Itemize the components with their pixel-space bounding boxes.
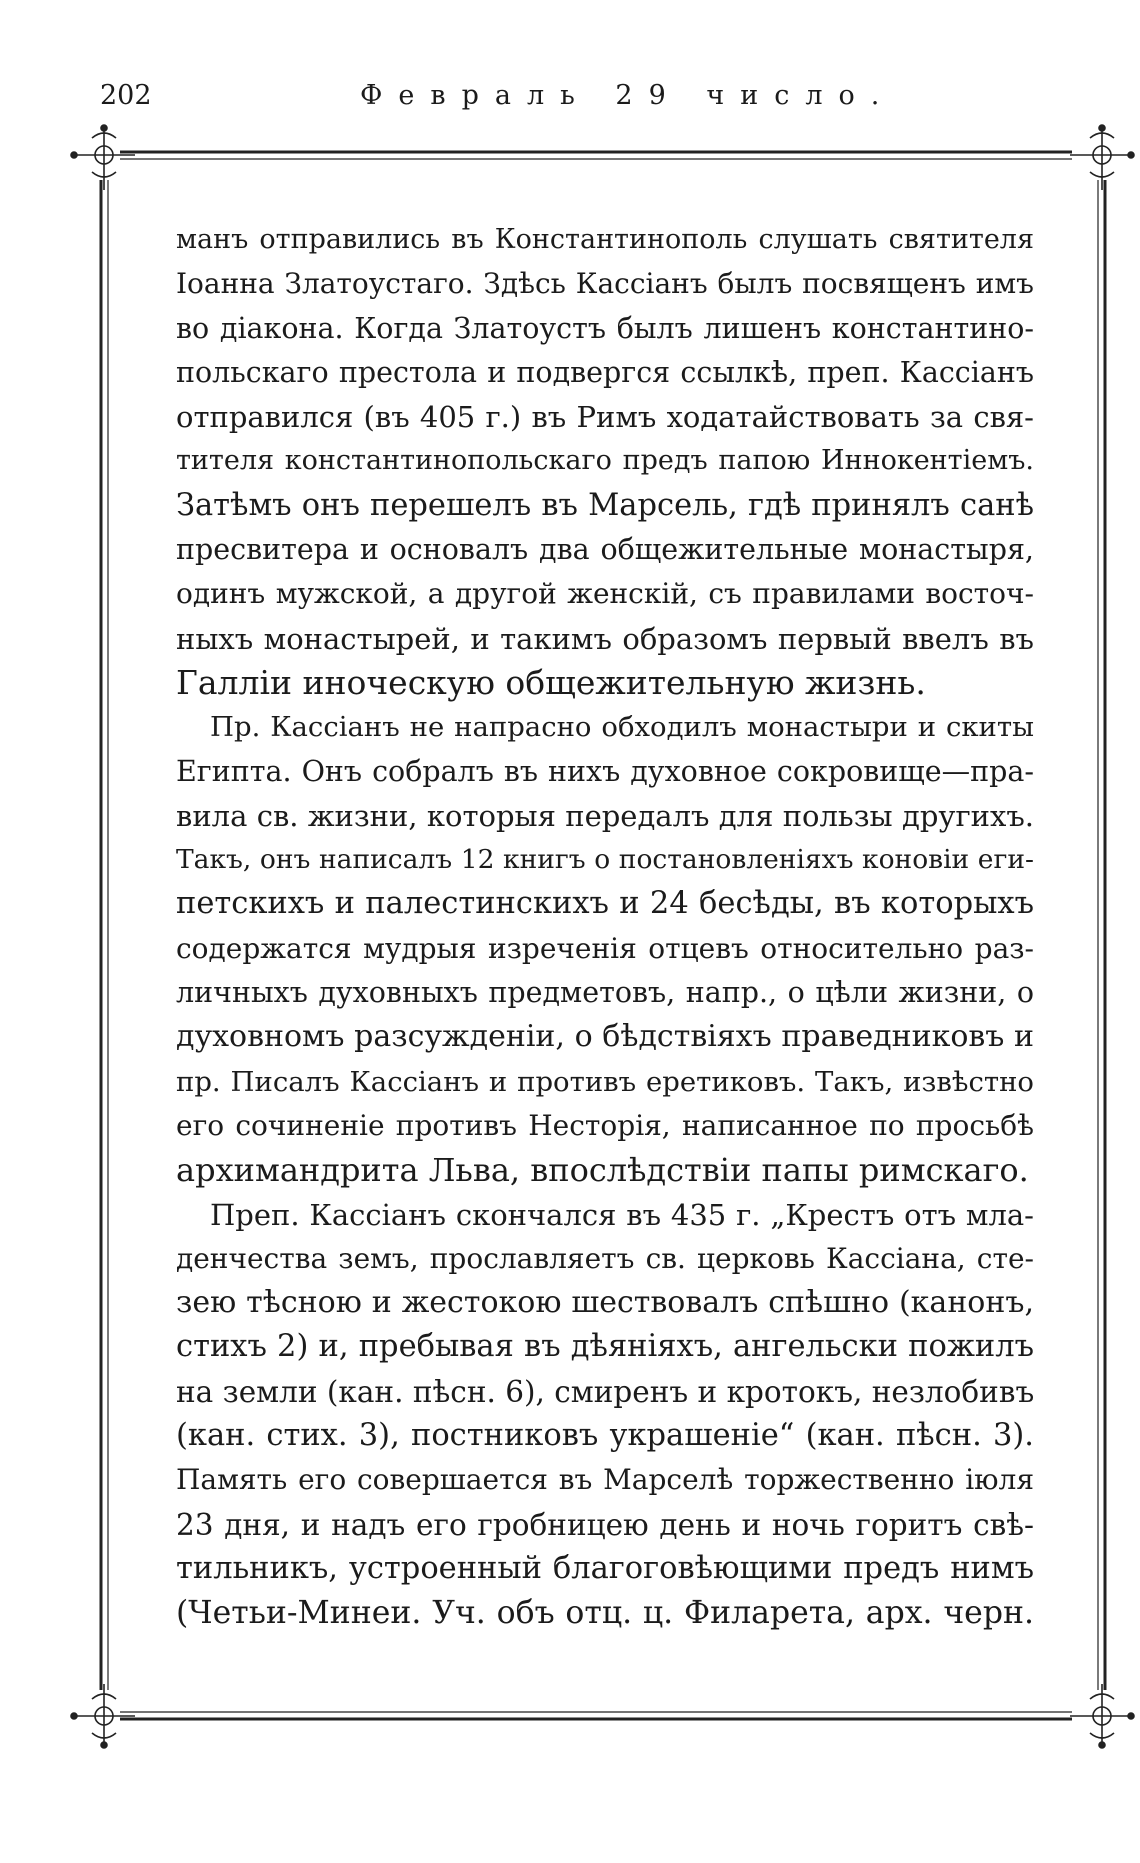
text-line: (Четьи-Минеи. Уч. объ отц. ц. Филарета, арх. черн. <box>176 1595 1034 1632</box>
text-line: Іоанна Златоустаго. Здѣсь Кассіанъ былъ посвященъ имъ <box>176 267 1034 301</box>
text-line: 23 дня, и надъ его гробницею день и ночь горитъ свѣ- <box>176 1507 1034 1542</box>
text-line: Затѣмъ онъ перешелъ въ Марсель, гдѣ принялъ санѣ <box>176 487 1034 523</box>
text-line: его сочиненіе противъ Несторія, написанное по просьбѣ <box>176 1108 1034 1142</box>
text-line: на земли (кан. пѣсн. 6), смиренъ и кротокъ, незлобивъ <box>176 1374 1035 1409</box>
text-line: зею тѣсною и жестокою шествовалъ спѣшно (канонъ, <box>176 1285 1034 1321</box>
text-line: ныхъ монастырей, и такимъ образомъ первый ввелъ въ <box>176 621 1034 656</box>
text-line: тителя константинопольскаго предъ папою Иннокентіемъ. <box>176 445 1034 477</box>
paragraph-start-line: Преп. Кассіанъ скончался въ 435 г. „Крестъ отъ мла- <box>210 1197 1034 1232</box>
text-line: манъ отправились въ Константинополь слушать святителя <box>176 224 1034 255</box>
text-line: Галліи иноческую общежительную жизнь. <box>176 662 926 702</box>
text-line: денчества земъ, прославляетъ св. церковь Кассіана, сте- <box>176 1241 1034 1275</box>
corner-ornament-bottom-right <box>1070 1684 1134 1748</box>
text-line: польскаго престола и подвергся ссылкѣ, преп. Кассіанъ <box>176 355 1034 389</box>
text-line: одинъ мужской, а другой женскій, съ правилами восточ- <box>176 577 1034 611</box>
text-line: отправился (въ 405 г.) въ Римъ ходатайствовать за свя- <box>176 400 1034 435</box>
corner-ornament-top-right <box>1070 125 1134 190</box>
text-line: содержатся мудрыя изреченія отцевъ относительно раз- <box>176 931 1034 965</box>
text-line: вила св. жизни, которыя передалъ для пользы другихъ. <box>176 798 1034 833</box>
text-line: пресвитера и основалъ два общежительные монастыря, <box>176 533 1034 567</box>
text-line: Такъ, онъ написалъ 12 книгъ о постановленіяхъ коновіи еги- <box>176 844 1034 876</box>
text-line: пр. Писалъ Кассіанъ и противъ еретиковъ. Такъ, извѣстно <box>176 1065 1034 1098</box>
text-line: петскихъ и палестинскихъ и 24 бесѣды, въ которыхъ <box>176 886 1034 922</box>
text-line: во діакона. Когда Златоустъ былъ лишенъ константино- <box>176 311 1034 345</box>
text-line: тильникъ, устроенный благоговѣющими предъ нимъ <box>176 1550 1034 1586</box>
text-line: стихъ 2) и, пребывая въ дѣяніяхъ, ангельски пожилъ <box>176 1329 1034 1365</box>
text-line: архимандрита Льва, впослѣдствіи папы римскаго. <box>176 1151 1029 1190</box>
paragraph-start-line: Пр. Кассіанъ не напрасно обходилъ монастыри и скиты <box>210 711 1034 744</box>
running-title: Февраль 29 число. <box>360 80 896 111</box>
text-line: личныхъ духовныхъ предметовъ, напр., о цѣли жизни, о <box>176 976 1034 1010</box>
corner-ornament-top-left <box>71 125 135 190</box>
text-line: Память его совершается въ Марселѣ торжественно іюля <box>176 1463 1034 1497</box>
text-line: Египта. Онъ собралъ въ нихъ духовное сокровище—пра- <box>176 754 1034 788</box>
body-text <box>176 218 1034 1636</box>
text-line: (кан. стих. 3), постниковъ украшеніе“ (кан. пѣсн. 3). <box>176 1418 1034 1454</box>
text-line: духовномъ разсужденіи, о бѣдствіяхъ праведниковъ и <box>176 1019 1034 1055</box>
page-number: 202 <box>100 80 152 111</box>
corner-ornament-bottom-left <box>71 1684 135 1748</box>
